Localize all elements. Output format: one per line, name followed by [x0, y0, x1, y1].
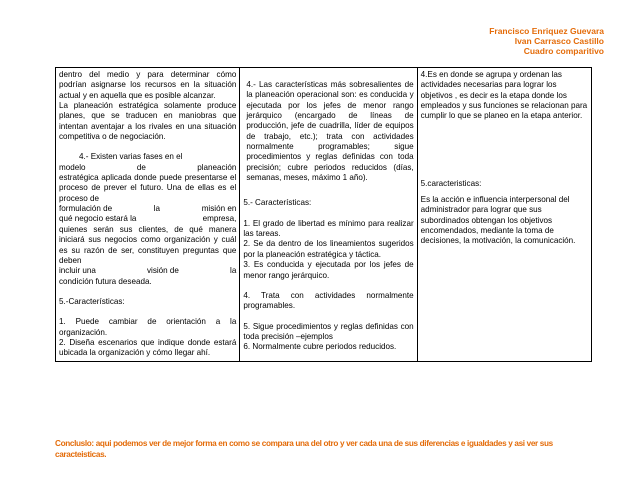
paragraph: 4.Es en donde se agrupa y ordenan las actividades necesarias para lograr los objetivos , es decir es la etapa donde los empleados y sus funciones se relacionan para cumplir lo que se planeo en la etapa anterior.	[420, 70, 588, 121]
word: incluir una	[59, 266, 96, 276]
paragraph: quienes serán sus clientes, de qué manera iniciará sus negocios como organización y cuál es su razón de ser, constituyen preguntas que deben	[59, 224, 237, 265]
column-strategic-planning	[56, 68, 240, 362]
comparison-table	[55, 67, 592, 362]
list-item: 4. Trata con actividades normalmente programables.	[243, 290, 414, 311]
word: la	[230, 266, 237, 276]
document-subtitle: Cuadro comparitivo	[523, 46, 604, 56]
section-heading: 5.-Características:	[59, 296, 125, 306]
justified-line	[59, 266, 236, 276]
paragraph: dentro del medio y para determinar cómo podrían asignarse los recursos en la situación actual y en aquella que es posible alcanzar.	[59, 70, 237, 100]
paragraph: 4.- Las características más sobresalientes de la planeación operacional son: es conducida y ejecutada por los jefes de menor rango jerárquico (encargado de líneas de producción, jefe de cuadrilla, líder de equipos de trabajo, etc.); trata con actividades normalmente programables; sigue procedimientos y reglas definidas con toda precisión; cubre periodos reducidos (días, semanas, meses, máximo 1 año).	[246, 80, 414, 183]
word: de	[136, 162, 146, 172]
word: empresa,	[202, 214, 237, 224]
word: modelo	[59, 162, 86, 172]
list-item: 2. Se da dentro de los lineamientos sugeridos por la planeación estratégica y táctica.	[243, 239, 414, 259]
paragraph: Es la acción e influencia interpersonal del administrador para lograr que sus subordinados obtengan los objetivos encomendados, mediante la toma de decisiones, la motivación, la comunicación.	[420, 195, 576, 246]
word: planeación	[197, 162, 237, 172]
word: qué negocio estará la	[59, 214, 137, 224]
table-row	[56, 68, 592, 362]
author-name-2: Ivan Carrasco Castillo	[514, 36, 604, 46]
conclusion-text: Concluslo: aqui podemos ver de mejor forma en como se compara una del otro y ver cada una de sus diferencias e igualdades y asi ver sus caracteisticas.	[55, 439, 553, 459]
paragraph: 4.- Existen varias fases en el	[79, 152, 183, 162]
paragraph: condición futura deseada.	[59, 276, 152, 286]
list-item: 2. Diseña escenarios que indique donde estará ubicada la organización y cómo llegar ahí.	[59, 337, 237, 358]
column-operational-planning	[240, 68, 417, 362]
word: formulación de	[59, 204, 113, 214]
list-item: 1. El grado de libertad es mínimo para realizar las tareas.	[243, 218, 414, 239]
list-item: 5. Sigue procedimientos y reglas definidas con toda precisión –ejemplos	[243, 321, 414, 341]
section-heading: 5.- Características:	[243, 198, 312, 208]
justified-line	[59, 214, 236, 224]
word: la	[153, 204, 161, 214]
section-heading: 5.caracteristicas:	[420, 178, 482, 188]
list-item: 1. Puede cambiar de orientación a la organización.	[59, 317, 237, 337]
list-item: 6. Normalmente cubre periodos reducidos.	[243, 342, 397, 352]
word: misión en	[201, 204, 237, 214]
list-item: 3. Es conducida y ejecutada por los jefes de menor rango jerárquico.	[243, 260, 414, 280]
justified-line	[59, 163, 236, 173]
author-header	[489, 26, 604, 56]
column-organization-direction	[417, 68, 591, 362]
author-name-1: Francisco Enriquez Guevara	[489, 26, 604, 36]
justified-line	[59, 204, 236, 214]
paragraph: La planeación estratégica solamente produce planes, que se traducen en maniobras que intentan aventajar a los rivales en una situación competitiva o de negociación.	[59, 101, 237, 142]
paragraph: estratégica aplicada donde puede presentarse el proceso de prever el futuro. Una de ellas es el proceso de	[59, 173, 237, 203]
word: visión de	[146, 266, 179, 276]
